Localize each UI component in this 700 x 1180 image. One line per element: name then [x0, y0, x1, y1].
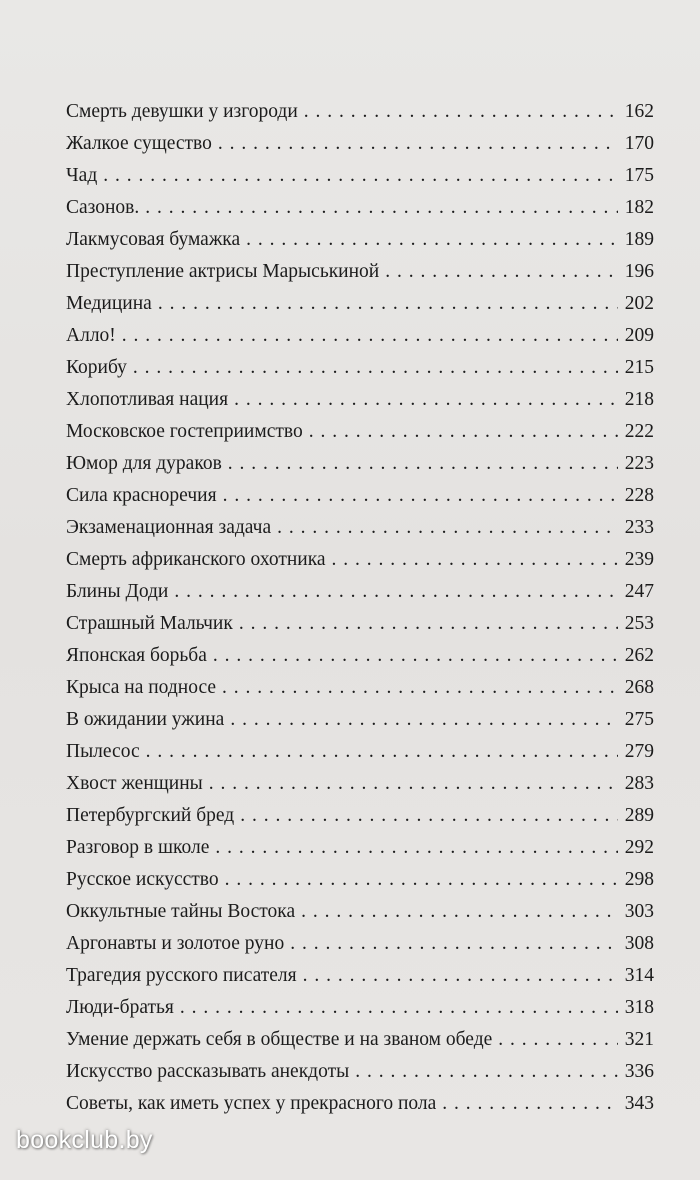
toc-entry: [66, 288, 654, 320]
toc-entry: [66, 96, 654, 128]
toc-entry-page-number: 170: [624, 133, 654, 154]
toc-entry: [66, 1056, 654, 1088]
toc-entry: [66, 544, 654, 576]
toc-leader-dots: [209, 768, 618, 800]
toc-entry-page-number: 233: [624, 517, 654, 538]
toc-leader-dots: [309, 416, 618, 448]
toc-entry: [66, 416, 654, 448]
toc-entry-page-number: 239: [624, 549, 654, 570]
toc-entry-title: В ожидании ужина: [66, 709, 225, 730]
toc-entry-title: Трагедия русского писателя: [66, 965, 297, 986]
toc-leader-dots: [225, 864, 618, 896]
toc-leader-dots: [158, 288, 618, 320]
toc-entry-page-number: 247: [624, 581, 654, 602]
toc-entry-page-number: 318: [624, 997, 654, 1018]
toc-leader-dots: [234, 384, 618, 416]
toc-entry-title: Искусство рассказывать анекдоты: [66, 1061, 350, 1082]
toc-leader-dots: [239, 608, 618, 640]
toc-entry-title: Крыса на подносе: [66, 677, 217, 698]
toc-entry: [66, 864, 654, 896]
toc-entry: [66, 672, 654, 704]
toc-entry-page-number: 196: [624, 261, 654, 282]
toc-entry: [66, 608, 654, 640]
toc-leader-dots: [304, 96, 618, 128]
toc-entry: [66, 384, 654, 416]
toc-entry-page-number: 162: [624, 101, 654, 122]
toc-leader-dots: [174, 576, 618, 608]
toc-entry-page-number: 189: [624, 229, 654, 250]
toc-entry-title: Умение держать себя в обществе и на званом обеде: [66, 1029, 493, 1050]
toc-entry-title: Сила красноречия: [66, 485, 217, 506]
toc-entry-title: Аргонавты и золотое руно: [66, 933, 285, 954]
toc-entry-title: Чад: [66, 165, 98, 186]
toc-leader-dots: [103, 160, 618, 192]
toc-entry-title: Экзаменационная задача: [66, 517, 272, 538]
toc-entry: [66, 640, 654, 672]
toc-entry: [66, 256, 654, 288]
toc-entry-page-number: 175: [624, 165, 654, 186]
toc-entry-page-number: 279: [624, 741, 654, 762]
toc-leader-dots: [498, 1024, 618, 1056]
toc-entry-page-number: 298: [624, 869, 654, 890]
toc-leader-dots: [230, 704, 618, 736]
toc-entry-page-number: 292: [624, 837, 654, 858]
toc-entry: [66, 128, 654, 160]
toc-entry-title: Юмор для дураков: [66, 453, 222, 474]
toc-entry-page-number: 314: [624, 965, 654, 986]
toc-entry: [66, 192, 654, 224]
toc-entry: [66, 896, 654, 928]
toc-entry-title: Страшный Мальчик: [66, 613, 233, 634]
toc-entry-page-number: 336: [624, 1061, 654, 1082]
toc-leader-dots: [290, 928, 618, 960]
toc-leader-dots: [180, 992, 618, 1024]
toc-entry: [66, 832, 654, 864]
toc-leader-dots: [218, 128, 618, 160]
toc-entry-title: Советы, как иметь успех у прекрасного пола: [66, 1093, 437, 1114]
table-of-contents: [66, 96, 654, 1120]
toc-entry-title: Медицина: [66, 293, 152, 314]
toc-entry: [66, 576, 654, 608]
toc-leader-dots: [246, 224, 618, 256]
toc-entry-page-number: 223: [624, 453, 654, 474]
toc-entry: [66, 512, 654, 544]
toc-entry-page-number: 303: [624, 901, 654, 922]
toc-leader-dots: [222, 672, 618, 704]
toc-leader-dots: [442, 1088, 618, 1120]
toc-entry-title: Люди-братья: [66, 997, 174, 1018]
toc-leader-dots: [228, 448, 618, 480]
toc-leader-dots: [355, 1056, 618, 1088]
toc-entry-page-number: 222: [624, 421, 654, 442]
toc-entry-title: Сазонов.: [66, 197, 140, 218]
toc-entry-page-number: 262: [624, 645, 654, 666]
toc-leader-dots: [213, 640, 618, 672]
toc-leader-dots: [223, 480, 618, 512]
toc-entry-title: Лакмусовая бумажка: [66, 229, 241, 250]
toc-entry-page-number: 321: [624, 1029, 654, 1050]
toc-leader-dots: [215, 832, 618, 864]
toc-entry-title: Разговор в школе: [66, 837, 210, 858]
toc-entry-title: Блины Доди: [66, 581, 169, 602]
toc-leader-dots: [145, 192, 618, 224]
toc-entry: [66, 768, 654, 800]
toc-entry-title: Хлопотливая нация: [66, 389, 229, 410]
toc-entry-title: Петербургский бред: [66, 805, 235, 826]
toc-entry-page-number: 343: [624, 1093, 654, 1114]
toc-entry-page-number: 209: [624, 325, 654, 346]
toc-leader-dots: [133, 352, 618, 384]
toc-leader-dots: [332, 544, 618, 576]
toc-leader-dots: [277, 512, 618, 544]
toc-entry-title: Преступление актрисы Марыськиной: [66, 261, 380, 282]
toc-entry: [66, 704, 654, 736]
toc-entry: [66, 352, 654, 384]
toc-entry-title: Хвост женщины: [66, 773, 203, 794]
toc-entry-page-number: 275: [624, 709, 654, 730]
toc-entry-title: Московское гостеприимство: [66, 421, 303, 442]
toc-entry-page-number: 253: [624, 613, 654, 634]
toc-entry-page-number: 202: [624, 293, 654, 314]
toc-entry-title: Корибу: [66, 357, 127, 378]
toc-entry: [66, 1088, 654, 1120]
toc-entry-page-number: 215: [624, 357, 654, 378]
watermark: bookclub.by: [16, 1126, 153, 1154]
toc-entry: [66, 320, 654, 352]
toc-entry: [66, 928, 654, 960]
toc-entry-title: Смерть африканского охотника: [66, 549, 326, 570]
toc-leader-dots: [301, 896, 618, 928]
toc-entry: [66, 800, 654, 832]
toc-entry: [66, 224, 654, 256]
toc-entry-page-number: 268: [624, 677, 654, 698]
toc-entry-title: Японская борьба: [66, 645, 207, 666]
toc-leader-dots: [385, 256, 618, 288]
toc-leader-dots: [146, 736, 618, 768]
toc-leader-dots: [122, 320, 618, 352]
toc-entry-page-number: 283: [624, 773, 654, 794]
toc-entry-page-number: 289: [624, 805, 654, 826]
toc-entry-page-number: 308: [624, 933, 654, 954]
toc-entry: [66, 1024, 654, 1056]
toc-entry-title: Оккультные тайны Востока: [66, 901, 296, 922]
toc-entry: [66, 448, 654, 480]
toc-entry-page-number: 182: [624, 197, 654, 218]
toc-entry: [66, 960, 654, 992]
toc-entry-title: Жалкое существо: [66, 133, 212, 154]
toc-entry-title: Алло!: [66, 325, 116, 346]
toc-entry-title: Пылесос: [66, 741, 140, 762]
toc-entry: [66, 992, 654, 1024]
toc-entry-page-number: 218: [624, 389, 654, 410]
toc-entry-title: Русское искусство: [66, 869, 219, 890]
toc-entry: [66, 480, 654, 512]
toc-entry-title: Смерть девушки у изгороди: [66, 101, 298, 122]
toc-entry: [66, 736, 654, 768]
toc-entry: [66, 160, 654, 192]
toc-leader-dots: [303, 960, 618, 992]
toc-leader-dots: [240, 800, 618, 832]
toc-entry-page-number: 228: [624, 485, 654, 506]
